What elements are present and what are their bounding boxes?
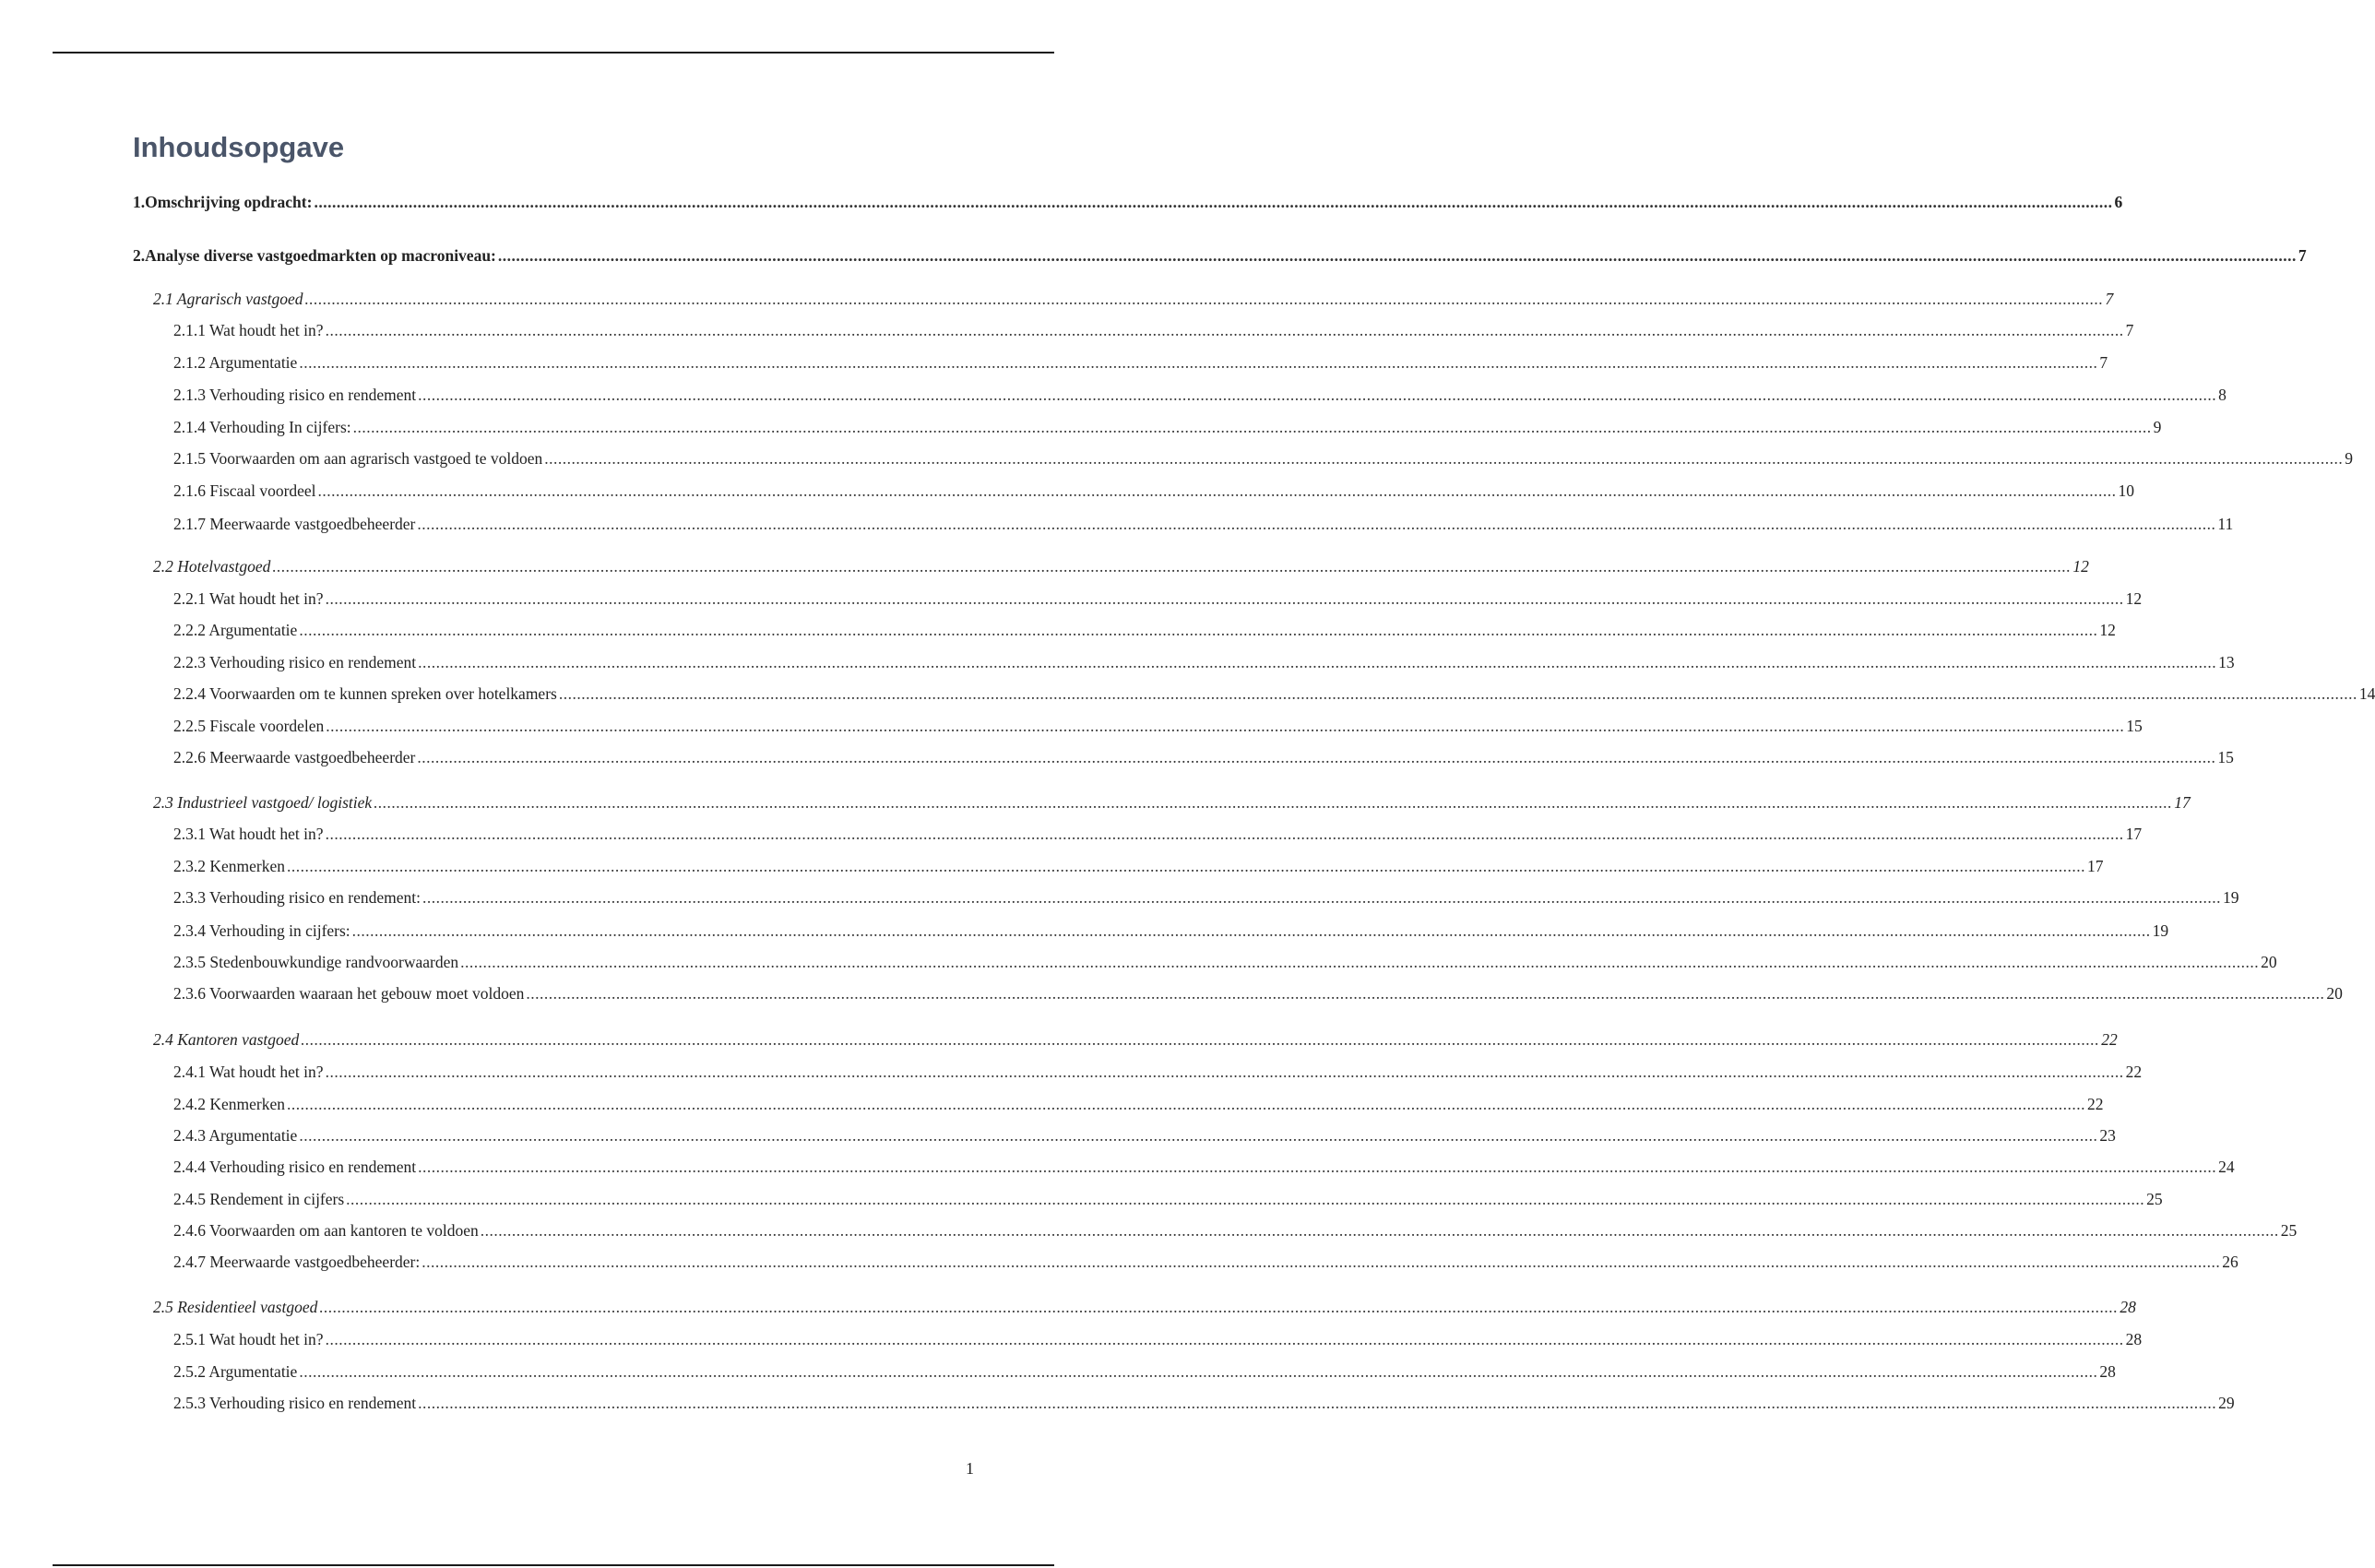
toc-entry[interactable] [173,1361,2116,1382]
toc-entry-page: 26 [2222,1253,2238,1271]
toc-entry[interactable] [173,417,2162,437]
toc-leader-dots: ................................................................................................................................................................................................................................................................................................................................................................................................................ [418,1394,2217,1412]
toc-entry[interactable] [153,556,2089,576]
toc-entry-page: 29 [2218,1394,2235,1412]
toc-entry[interactable] [173,921,2169,941]
footer-rule [53,1564,1054,1566]
toc-entry-page: 12 [2072,557,2089,576]
toc-leader-dots: ................................................................................................................................................................................................................................................................................................................................................................................................................ [314,193,2113,211]
toc-entry[interactable] [173,887,2239,908]
toc-entry-page: 10 [2118,481,2135,500]
toc-leader-dots: ................................................................................................................................................................................................................................................................................................................................................................................................................ [418,386,2217,404]
toc-leader-dots: ................................................................................................................................................................................................................................................................................................................................................................................................................ [526,984,2325,1003]
toc-entry-page: 25 [2280,1221,2298,1240]
toc-entry-page: 15 [2126,717,2143,735]
toc-leader-dots: ................................................................................................................................................................................................................................................................................................................................................................................................................ [301,1030,2100,1049]
toc-entry[interactable] [173,716,2143,736]
toc-entry[interactable] [153,289,2114,309]
toc-leader-dots: ................................................................................................................................................................................................................................................................................................................................................................................................................ [544,449,2344,468]
toc-entry-page: 13 [2218,653,2235,671]
toc-leader-dots: ................................................................................................................................................................................................................................................................................................................................................................................................................ [299,1362,2098,1381]
toc-entry[interactable] [173,514,2234,534]
toc-leader-dots: ................................................................................................................................................................................................................................................................................................................................................................................................................ [417,748,2216,766]
toc-entry-page: 22 [2101,1030,2118,1049]
toc-entry-label: 2.3.3 Verhouding risico en rendement: [173,888,421,907]
toc-entry-label: 1.Omschrijving opdracht: [133,193,313,211]
toc-entry-page: 28 [2125,1330,2143,1348]
toc-leader-dots: ................................................................................................................................................................................................................................................................................................................................................................................................................ [272,557,2072,576]
toc-entry-label: 2.3.6 Voorwaarden waaraan het gebouw moet voldoen [173,984,525,1003]
toc-entry-page: 22 [2125,1063,2143,1081]
toc-leader-dots: ................................................................................................................................................................................................................................................................................................................................................................................................................ [418,1158,2217,1176]
toc-entry-label: 2.1.6 Fiscaal voordeel [173,481,316,500]
toc-entry[interactable] [173,1094,2104,1114]
toc-entry-page: 9 [2153,418,2162,436]
toc-entry-label: 2.1.5 Voorwaarden om aan agrarisch vastgoed te voldoen [173,449,543,468]
toc-entry-label: 2.1.7 Meerwaarde vastgoedbeheerder [173,515,416,533]
toc-entry[interactable] [173,824,2143,844]
toc-entry[interactable] [133,192,2123,212]
toc-entry-page: 7 [2125,321,2134,339]
toc-entry-label: 2.1.4 Verhouding In cijfers: [173,418,351,436]
toc-entry[interactable] [173,620,2116,640]
toc-entry-label: 2.4 Kantoren vastgoed [153,1030,300,1049]
toc-entry-label: 2.2.2 Argumentatie [173,621,298,639]
toc-entry-page: 15 [2217,748,2234,766]
toc-entry-page: 17 [2174,793,2191,812]
toc-leader-dots: ................................................................................................................................................................................................................................................................................................................................................................................................................ [325,321,2124,339]
toc-entry-page: 22 [2087,1095,2104,1113]
toc-entry[interactable] [153,792,2191,813]
toc-entry-label: 2.4.5 Rendement in cijfers [173,1190,345,1208]
toc-leader-dots: ................................................................................................................................................................................................................................................................................................................................................................................................................ [299,1126,2098,1145]
toc-entry-page: 20 [2261,953,2277,971]
toc-entry-page: 17 [2125,825,2143,843]
toc-entry[interactable] [173,385,2227,405]
toc-entry-page: 11 [2217,515,2234,533]
toc-leader-dots: ................................................................................................................................................................................................................................................................................................................................................................................................................ [422,888,2221,907]
toc-entry-label: 2.2.5 Fiscale voordelen [173,717,325,735]
toc-leader-dots: ................................................................................................................................................................................................................................................................................................................................................................................................................ [480,1221,2279,1240]
toc-entry-label: 2.3.2 Kenmerken [173,857,286,875]
toc-entry-page: 12 [2099,621,2116,639]
toc-leader-dots: ................................................................................................................................................................................................................................................................................................................................................................................................................ [299,621,2098,639]
toc-entry[interactable] [173,1393,2235,1413]
toc-entry-label: 2.3 Industrieel vastgoed/ logistiek [153,793,373,812]
toc-entry-page: 6 [2114,193,2123,211]
toc-leader-dots: ................................................................................................................................................................................................................................................................................................................................................................................................................ [346,1190,2145,1208]
toc-entry-page: 14 [2358,684,2375,703]
toc-entry-page: 19 [2222,888,2239,907]
toc-leader-dots: ................................................................................................................................................................................................................................................................................................................................................................................................................ [326,717,2125,735]
page-number: 1 [966,1459,974,1478]
toc-entry-label: 2.5.3 Verhouding risico en rendement [173,1394,417,1412]
toc-entry-label: 2.4.1 Wat houdt het in? [173,1063,324,1081]
toc-entry-label: 2.2.4 Voorwaarden om te kunnen spreken over hotelkamers [173,684,557,703]
toc-entry-page: 19 [2152,921,2169,940]
toc-entry-label: 2.Analyse diverse vastgoedmarkten op macroniveau: [133,246,496,265]
toc-entry[interactable] [153,1029,2118,1050]
toc-entry[interactable] [173,747,2234,767]
toc-entry[interactable] [173,952,2277,972]
toc-entry-label: 2.4.2 Kenmerken [173,1095,286,1113]
toc-entry-label: 2.1.2 Argumentatie [173,353,298,372]
toc-entry[interactable] [173,481,2135,501]
toc-leader-dots: ................................................................................................................................................................................................................................................................................................................................................................................................................ [374,793,2173,812]
toc-entry[interactable] [173,1220,2298,1241]
toc-entry-page: 7 [2298,246,2307,265]
toc-leader-dots: ................................................................................................................................................................................................................................................................................................................................................................................................................ [418,653,2217,671]
toc-entry-page: 12 [2125,589,2143,608]
toc-entry-label: 2.3.1 Wat houdt het in? [173,825,324,843]
toc-entry-page: 23 [2099,1126,2116,1145]
toc-entry-label: 2.4.3 Argumentatie [173,1126,298,1145]
toc-entry-page: 17 [2087,857,2104,875]
toc-entry-page: 25 [2146,1190,2163,1208]
toc-leader-dots: ................................................................................................................................................................................................................................................................................................................................................................................................................ [287,1095,2086,1113]
toc-entry-label: 2.2 Hotelvastgoed [153,557,271,576]
toc-entry-label: 2.4.6 Voorwaarden om aan kantoren te voldoen [173,1221,479,1240]
toc-leader-dots: ................................................................................................................................................................................................................................................................................................................................................................................................................ [325,1063,2124,1081]
toc-entry[interactable] [173,448,2354,469]
toc-entry-label: 2.3.4 Verhouding in cijfers: [173,921,350,940]
toc-entry-label: 2.1 Agrarisch vastgoed [153,290,303,308]
toc-entry-page: 9 [2345,449,2354,468]
toc-leader-dots: ................................................................................................................................................................................................................................................................................................................................................................................................................ [497,246,2297,265]
toc-leader-dots: ................................................................................................................................................................................................................................................................................................................................................................................................................ [325,589,2124,608]
toc-entry[interactable] [173,1329,2143,1349]
toc-leader-dots: ................................................................................................................................................................................................................................................................................................................................................................................................................ [304,290,2104,308]
toc-entry-label: 2.5 Residentieel vastgoed [153,1298,318,1316]
toc-entry[interactable] [173,1189,2163,1209]
toc-entry[interactable] [153,1297,2136,1317]
toc-leader-dots: ................................................................................................................................................................................................................................................................................................................................................................................................................ [422,1253,2221,1271]
toc-entry[interactable] [173,588,2143,609]
toc-leader-dots: ................................................................................................................................................................................................................................................................................................................................................................................................................ [417,515,2216,533]
toc-leader-dots: ................................................................................................................................................................................................................................................................................................................................................................................................................ [317,481,2117,500]
toc-entry[interactable] [173,856,2104,876]
toc-entry-label: 2.3.5 Stedenbouwkundige randvoorwaarden [173,953,459,971]
toc-leader-dots: ................................................................................................................................................................................................................................................................................................................................................................................................................ [319,1298,2119,1316]
toc-leader-dots: ................................................................................................................................................................................................................................................................................................................................................................................................................ [352,418,2152,436]
toc-entry-page: 8 [2218,386,2227,404]
toc-entry-page: 7 [2099,353,2108,372]
toc-entry-label: 2.4.7 Meerwaarde vastgoedbeheerder: [173,1253,421,1271]
toc-leader-dots: ................................................................................................................................................................................................................................................................................................................................................................................................................ [325,1330,2124,1348]
toc-entry-label: 2.1.3 Verhouding risico en rendement [173,386,417,404]
toc-entry[interactable] [173,683,2375,704]
toc-entry[interactable] [173,983,2343,1004]
toc-entry[interactable] [173,320,2134,340]
toc-entry-label: 2.2.1 Wat houdt het in? [173,589,324,608]
toc-entry-label: 2.5.2 Argumentatie [173,1362,298,1381]
toc-leader-dots: ................................................................................................................................................................................................................................................................................................................................................................................................................ [460,953,2260,971]
toc-entry-label: 2.4.4 Verhouding risico en rendement [173,1158,417,1176]
toc-entry[interactable] [133,245,2307,266]
toc-entry-label: 2.1.1 Wat houdt het in? [173,321,324,339]
toc-entry[interactable] [173,1157,2235,1177]
toc-leader-dots: ................................................................................................................................................................................................................................................................................................................................................................................................................ [287,857,2086,875]
toc-entry-page: 7 [2105,290,2114,308]
toc-leader-dots: ................................................................................................................................................................................................................................................................................................................................................................................................................ [558,684,2357,703]
toc-entry-page: 28 [2099,1362,2116,1381]
toc-entry[interactable] [173,1252,2238,1272]
toc-title: Inhoudsopgave [133,131,345,163]
toc-entry-label: 2.5.1 Wat houdt het in? [173,1330,324,1348]
toc-entry[interactable] [173,1125,2116,1146]
toc-leader-dots: ................................................................................................................................................................................................................................................................................................................................................................................................................ [351,921,2151,940]
toc-entry-page: 24 [2218,1158,2235,1176]
toc-leader-dots: ................................................................................................................................................................................................................................................................................................................................................................................................................ [325,825,2124,843]
toc-entry[interactable] [173,652,2235,672]
toc-entry-label: 2.2.6 Meerwaarde vastgoedbeheerder [173,748,416,766]
toc-entry-label: 2.2.3 Verhouding risico en rendement [173,653,417,671]
toc-entry-page: 28 [2120,1298,2136,1316]
toc-leader-dots: ................................................................................................................................................................................................................................................................................................................................................................................................................ [299,353,2098,372]
toc-entry[interactable] [173,352,2108,373]
toc-entry[interactable] [173,1062,2143,1082]
toc-entry-page: 20 [2326,984,2343,1003]
